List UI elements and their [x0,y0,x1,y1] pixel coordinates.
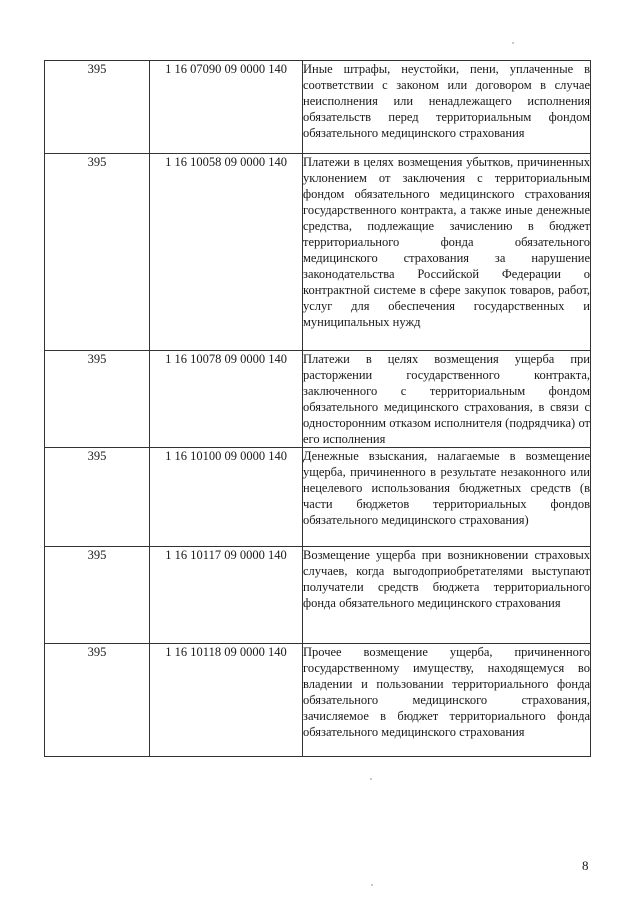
admin-code-cell: 395 [45,154,150,351]
description-cell: Возмещение ущерба при возникновении страховых случаев, когда выгодоприобретателями выступают получатели средств бюджета территориального фонда обязательного медицинского страхования [303,547,591,644]
scan-speck [512,42,514,44]
admin-code-cell: 395 [45,351,150,448]
scan-speck [371,884,373,886]
table-row [45,547,591,644]
table-row [45,644,591,757]
kbk-code-cell: 1 16 10058 09 0000 140 [150,154,303,351]
admin-code-cell: 395 [45,547,150,644]
kbk-code-cell: 1 16 10078 09 0000 140 [150,351,303,448]
kbk-code-cell: 1 16 10100 09 0000 140 [150,448,303,547]
admin-code-cell: 395 [45,448,150,547]
table-row [45,61,591,154]
description-cell: Прочее возмещение ущерба, причиненного государственному имуществу, находящемуся во владении и пользовании территориального фонда обязательного медицинского страхования, зачисляемое в бюджет территориального фонда обязательного медицинского страхования [303,644,591,757]
revenue-code-table [44,60,591,757]
description-cell: Денежные взыскания, налагаемые в возмещение ущерба, причиненного в результате незаконного или нецелевого использования бюджетных средств (в части бюджетов территориальных фондов обязательного медицинского страхования) [303,448,591,547]
kbk-code-cell: 1 16 07090 09 0000 140 [150,61,303,154]
table-row [45,448,591,547]
table-row [45,154,591,351]
page-number: 8 [582,858,589,873]
scan-speck [370,778,372,780]
description-cell: Платежи в целях возмещения ущерба при расторжении государственного контракта, заключенного с территориальным фондом обязательного медицинского страхования, в связи с односторонним отказом исполнителя (подрядчика) от его исполнения [303,352,590,446]
admin-code-cell: 395 [45,644,150,757]
kbk-code-cell: 1 16 10118 09 0000 140 [150,644,303,757]
kbk-code-cell: 1 16 10117 09 0000 140 [150,547,303,644]
admin-code-cell: 395 [45,61,150,154]
description-cell: Иные штрафы, неустойки, пени, уплаченные в соответствии с законом или договором в случае неисполнения или ненадлежащего исполнения обязательств перед территориальным фондом обязательного медицинского страхования [303,61,591,154]
table-row [45,351,591,448]
description-cell: Платежи в целях возмещения убытков, причиненных уклонением от заключения с территориальным фондом обязательного медицинского страхования государственного контракта, а также иные денежные средства, подлежащие зачислению в бюджет территориального фонда обязательного медицинского страхования за нарушение законодательства Российской Федерации о контрактной системе в сфере закупок товаров, работ, услуг для обеспечения государственных и муниципальных нужд [303,154,591,351]
